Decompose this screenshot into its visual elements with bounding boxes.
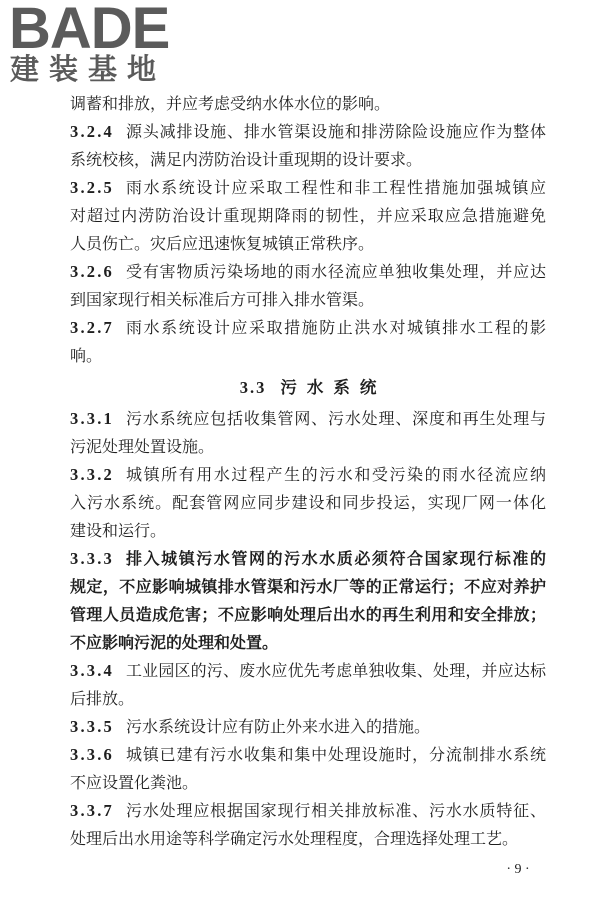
clause-3-2-7 [70,314,546,370]
text-line: 规定，不应影响城镇排水管渠和污水厂等的正常运行；不应对养护 [70,577,546,596]
text-line: 后排放。 [70,689,135,708]
text-line: 入污水系统。配套管网应同步建设和同步投运，实现厂网一体化 [70,493,546,512]
text-line [70,461,546,489]
text-line: 系统校核，满足内涝防治设计重现期的设计要求。 [70,150,423,169]
clause-text: 源头减排设施、排水管渠设施和排涝除险设施应作为整体 [126,122,546,141]
clause-number: 3.3.2 [70,465,114,484]
clause-text: 污水系统设计应有防止外来水进入的措施。 [126,717,431,736]
clause-number: 3.3.3 [70,549,114,568]
clause-text: 排入城镇污水管网的污水水质必须符合国家现行标准的 [126,549,546,568]
clause-text: 雨水系统设计应采取措施防止洪水对城镇排水工程的影 [126,318,546,337]
text-line [70,545,546,573]
text-line [70,713,546,741]
section-heading [70,370,546,405]
clause-3-2-4 [70,118,546,174]
clause-number: 3.3.5 [70,717,114,736]
text-line: 人员伤亡。灾后应迅速恢复城镇正常秩序。 [70,234,375,253]
text-line: 建设和运行。 [70,521,167,540]
clause-text: 工业园区的污、废水应优先考虑单独收集、处理，并应达标 [126,661,546,680]
text-line: 污泥处理处置设施。 [70,437,215,456]
text-line [70,657,546,685]
clause-number: 3.3.1 [70,409,114,428]
text-line: 对超过内涝防治设计重现期降雨的韧性，并应采取应急措施避免 [70,206,546,225]
carryover-paragraph [70,90,546,118]
clause-3-3-6 [70,741,546,797]
text-line [70,405,546,433]
clause-3-3-7 [70,797,546,853]
clause-number: 3.2.4 [70,122,114,141]
text-line: 到国家现行相关标准后方可排入排水管渠。 [70,290,375,309]
clause-text: 城镇所有用水过程产生的污水和受污染的雨水径流应纳 [126,465,546,484]
clause-3-3-3 [70,545,546,657]
text-line [70,314,546,342]
clause-text: 污水系统应包括收集管网、污水处理、深度和再生处理与 [126,409,546,428]
clause-number: 3.2.5 [70,178,114,197]
clause-3-3-1 [70,405,546,461]
clause-number: 3.3.4 [70,661,114,680]
section-title: 污水系统 [280,378,387,397]
clause-3-3-4 [70,657,546,713]
clause-number: 3.2.7 [70,318,114,337]
text-line: 管理人员造成危害；不应影响处理后出水的再生利用和安全排放； [70,605,546,624]
page-body [70,90,546,853]
clause-3-2-5 [70,174,546,258]
clause-number: 3.2.6 [70,262,114,281]
text-line: 不应设置化粪池。 [70,773,199,792]
text-line: 响。 [70,346,103,365]
section-number: 3.3 [239,378,267,397]
clause-text: 受有害物质污染场地的雨水径流应单独收集处理，并应达 [126,262,546,281]
clause-text: 城镇已建有污水收集和集中处理设施时，分流制排水系统 [126,745,546,764]
clause-3-3-5 [70,713,546,741]
logo-wordmark: BADE [9,0,170,61]
text-line: 处理后出水用途等科学确定污水处理程度，合理选择处理工艺。 [70,829,519,848]
clause-text: 雨水系统设计应采取工程性和非工程性措施加强城镇应 [126,178,546,197]
text-line [70,118,546,146]
text-line [70,797,546,825]
text-line [70,258,546,286]
clause-number: 3.3.7 [70,801,114,820]
clause-number: 3.3.6 [70,745,114,764]
brand-logo [9,0,184,90]
page-number: · 9 · [506,862,530,877]
text-line: 调蓄和排放，并应考虑受纳水体水位的影响。 [70,94,391,113]
text-line [70,741,546,769]
clause-3-2-6 [70,258,546,314]
clause-text: 污水处理应根据国家现行相关排放标准、污水水质特征、 [126,801,546,820]
logo-subtitle: 建装基地 [10,52,167,86]
text-line: 不应影响污泥的处理和处置。 [70,633,279,652]
clause-3-3-2 [70,461,546,545]
text-line [70,174,546,202]
